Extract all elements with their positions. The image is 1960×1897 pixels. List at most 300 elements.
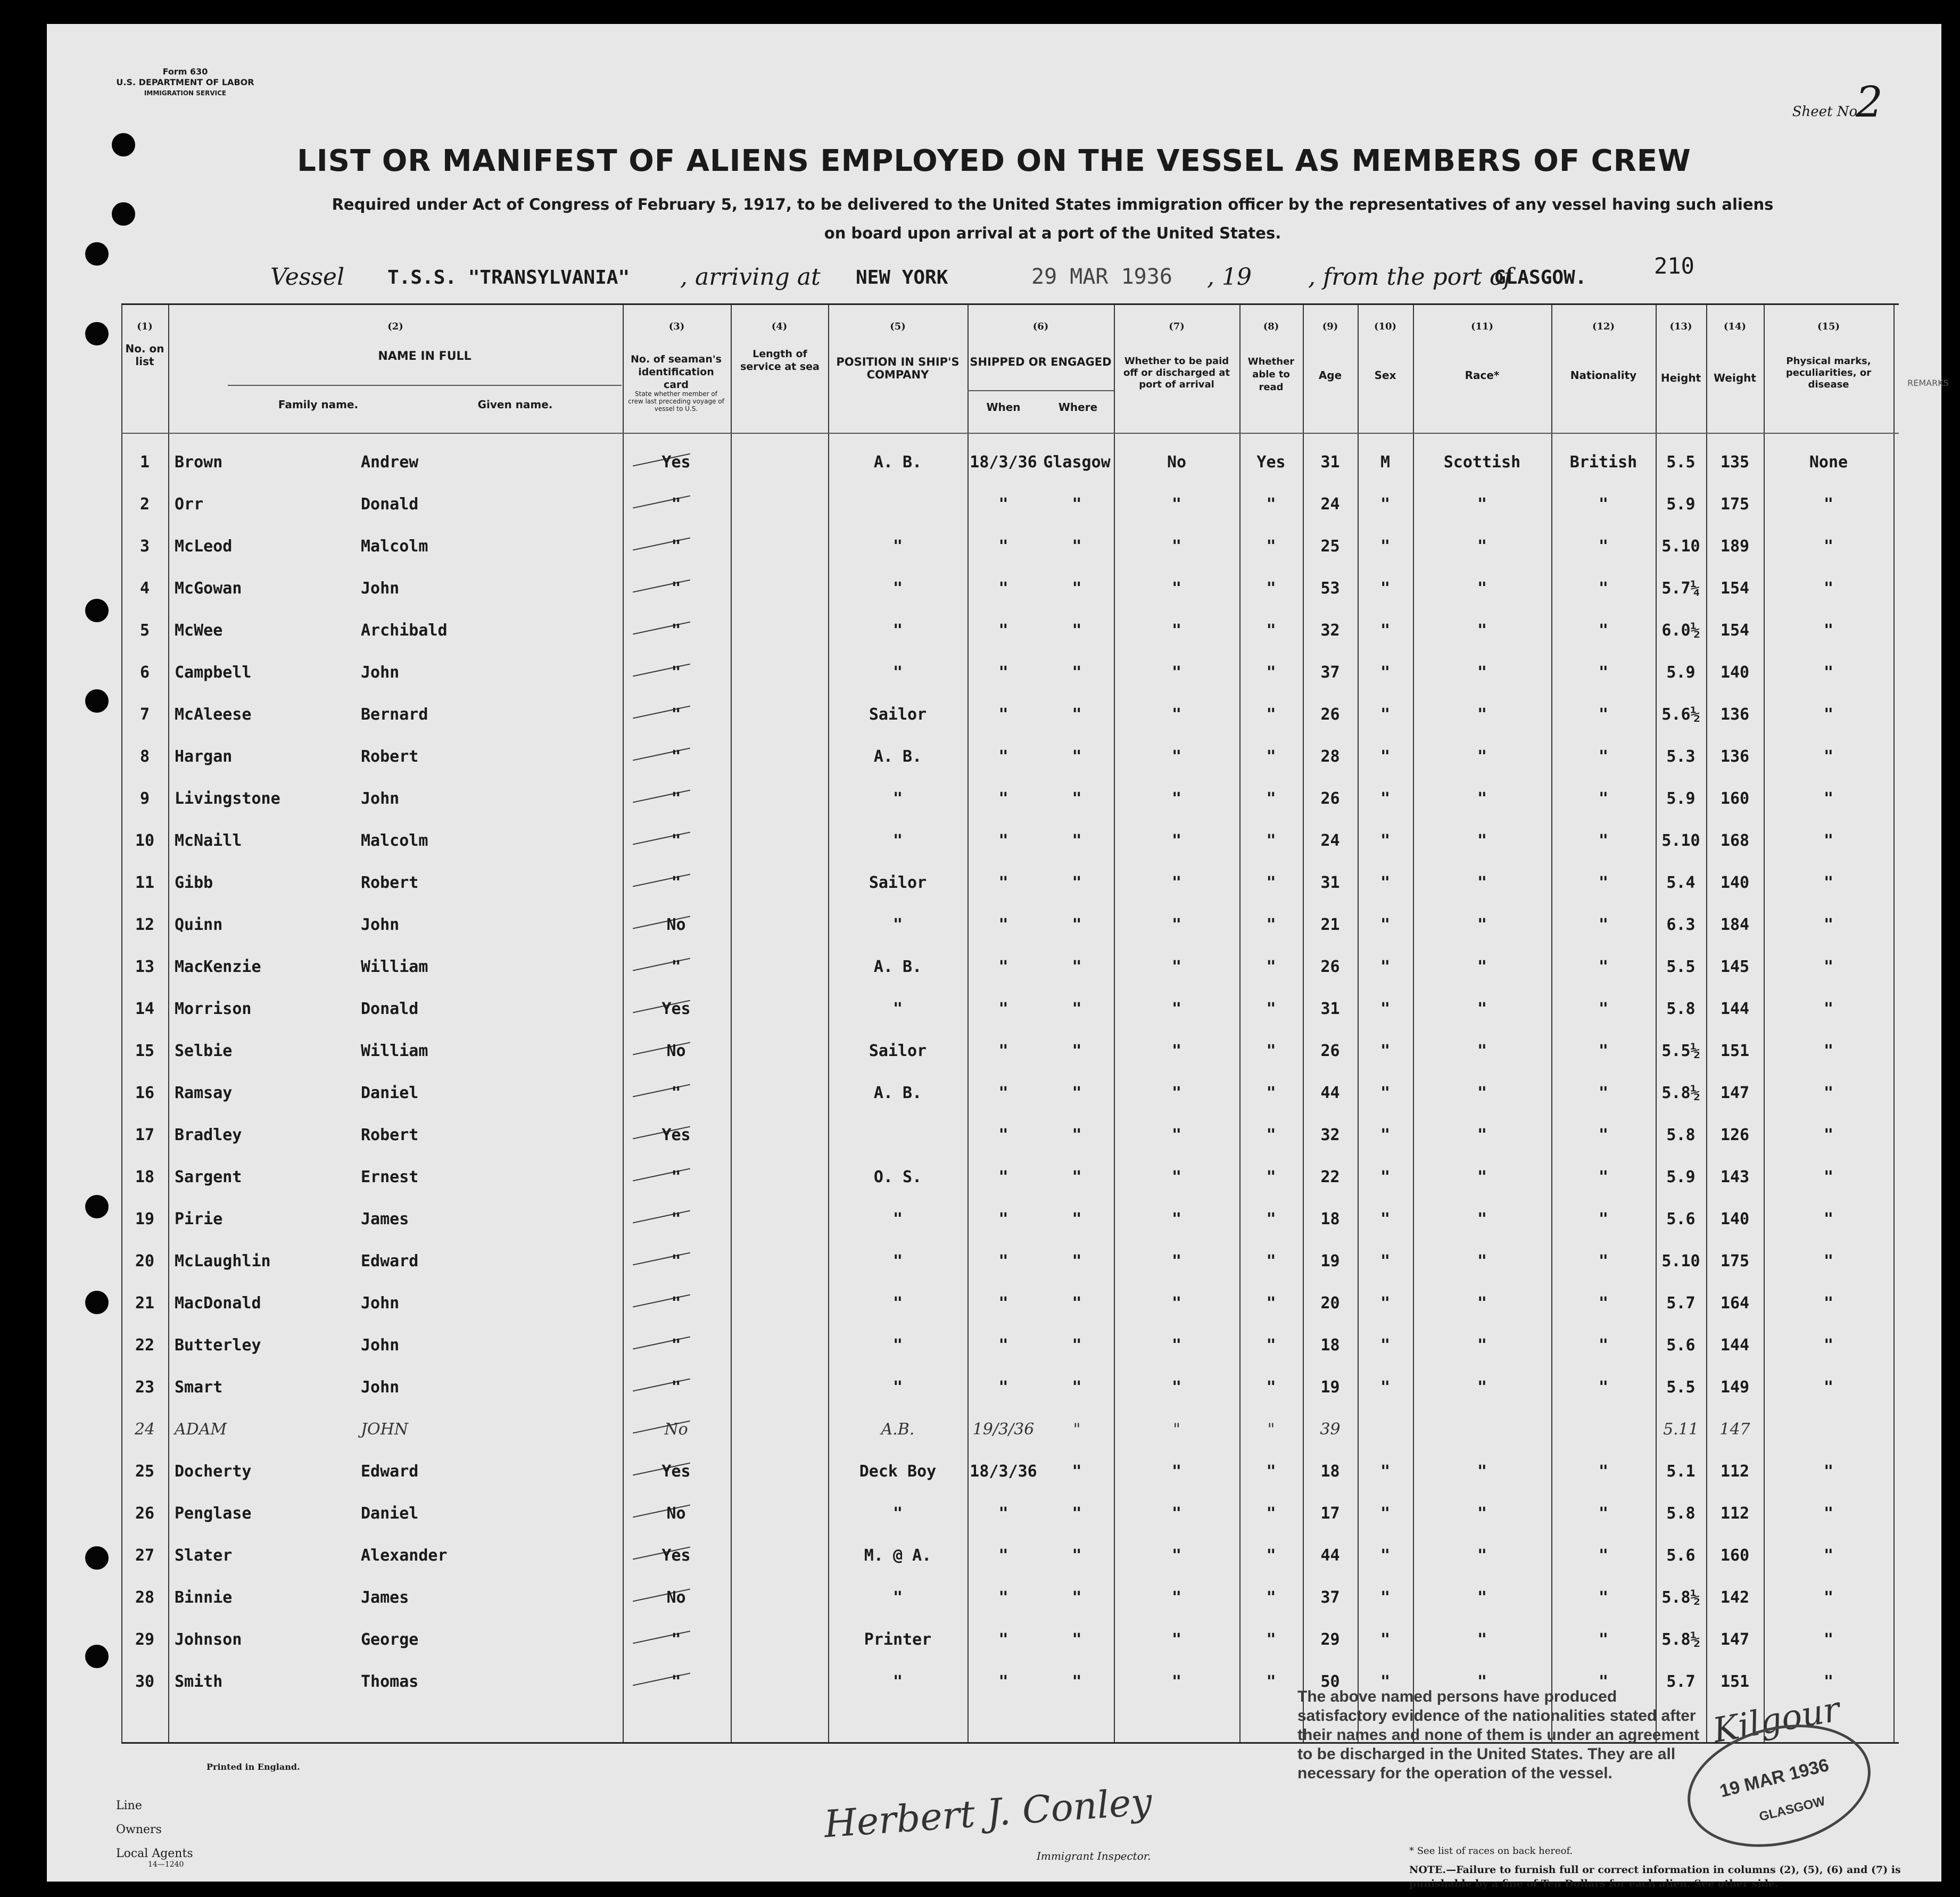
- cell-race: ": [1477, 958, 1487, 976]
- cell-paid-off: ": [1171, 1042, 1182, 1060]
- cell-age: 18: [1320, 1336, 1340, 1355]
- cell-when: ": [998, 1336, 1008, 1355]
- cell-nationality: ": [1598, 1336, 1609, 1355]
- cell-able-read: ": [1266, 958, 1276, 976]
- cell-where: ": [1072, 1462, 1082, 1481]
- cell-given-name: George: [361, 1630, 419, 1649]
- cell-physical-marks: ": [1823, 1462, 1834, 1481]
- cell-race: ": [1477, 1210, 1487, 1228]
- cell-family-name: ADAM: [175, 1420, 227, 1439]
- cell-sex: ": [1380, 1000, 1391, 1018]
- cell-height: 5.5: [1666, 453, 1696, 472]
- cell-no: 9: [139, 789, 150, 808]
- cell-able-read: ": [1266, 1000, 1276, 1018]
- cell-given-name: William: [361, 958, 428, 976]
- cell-paid-off: ": [1171, 747, 1182, 766]
- cell-given-name: JOHN: [361, 1420, 409, 1439]
- cell-family-name: Slater: [175, 1546, 233, 1565]
- cell-sex: ": [1380, 789, 1391, 808]
- cell-sex: ": [1380, 873, 1391, 892]
- cell-seaman-id: ": [671, 621, 681, 640]
- cell-family-name: Smart: [175, 1378, 223, 1397]
- cell-no: 24: [134, 1420, 155, 1439]
- cell-age: 39: [1320, 1420, 1341, 1439]
- table-row: [121, 1621, 1899, 1662]
- cell-when: ": [998, 1042, 1008, 1060]
- cell-physical-marks: ": [1823, 1294, 1834, 1313]
- cell-seaman-id: No: [666, 1042, 686, 1060]
- col-num-13: (13): [1669, 321, 1692, 332]
- cell-age: 25: [1320, 537, 1340, 556]
- cell-where: ": [1072, 621, 1082, 640]
- cell-when: ": [998, 495, 1008, 514]
- cell-seaman-id: Yes: [661, 1126, 691, 1144]
- page-subtitle: [302, 190, 1803, 248]
- cell-weight: 126: [1720, 1126, 1750, 1144]
- cell-no: 12: [135, 915, 155, 934]
- cell-family-name: McWee: [175, 621, 223, 640]
- col-num-15: (15): [1817, 321, 1840, 332]
- cell-race: ": [1477, 1546, 1487, 1565]
- cell-position: ": [892, 1210, 903, 1228]
- cell-race: ": [1477, 1000, 1487, 1018]
- cell-weight: 144: [1720, 1000, 1750, 1018]
- cell-race: ": [1477, 705, 1487, 724]
- cell-sex: ": [1380, 537, 1391, 556]
- cell-position: ": [892, 1378, 903, 1397]
- table-row: [121, 738, 1899, 779]
- cell-physical-marks: ": [1823, 789, 1834, 808]
- cell-height: 5.7: [1666, 1672, 1696, 1691]
- cell-physical-marks: ": [1823, 1252, 1834, 1271]
- cell-where: ": [1072, 579, 1082, 598]
- cell-age: 21: [1320, 915, 1340, 934]
- cell-able-read: ": [1266, 537, 1276, 556]
- cell-no: 13: [135, 958, 155, 976]
- cell-height: 5.10: [1661, 537, 1700, 556]
- hdr-given-name: Given name.: [477, 398, 553, 411]
- cell-position: A. B.: [873, 453, 922, 472]
- cell-physical-marks: ": [1823, 747, 1834, 766]
- cell-position: ": [892, 1504, 903, 1523]
- cell-sex: ": [1380, 1126, 1391, 1144]
- cell-where: ": [1072, 1672, 1082, 1691]
- cell-age: 29: [1320, 1630, 1340, 1649]
- cell-no: 14: [135, 1000, 155, 1018]
- cell-weight: 147: [1720, 1630, 1750, 1649]
- cell-seaman-id: ": [671, 789, 681, 808]
- agents-label: Local Agents: [116, 1847, 193, 1860]
- cell-given-name: Donald: [361, 495, 419, 514]
- cell-race: ": [1477, 915, 1487, 934]
- cell-no: 1: [139, 453, 150, 472]
- cell-nationality: ": [1598, 1000, 1609, 1018]
- cell-age: 19: [1320, 1378, 1340, 1397]
- cell-age: 24: [1320, 831, 1340, 850]
- cell-paid-off: ": [1171, 537, 1182, 556]
- arrival-port: NEW YORK: [856, 267, 948, 288]
- cell-height: 5.7¼: [1661, 579, 1700, 598]
- cell-given-name: Edward: [361, 1252, 419, 1271]
- cell-weight: 135: [1720, 453, 1750, 472]
- cell-nationality: ": [1598, 873, 1609, 892]
- cell-family-name: Quinn: [175, 915, 223, 934]
- cell-no: 26: [135, 1504, 155, 1523]
- cell-family-name: Campbell: [175, 663, 252, 682]
- cell-position: ": [892, 579, 903, 598]
- cell-weight: 140: [1720, 663, 1750, 682]
- cell-when: ": [998, 1084, 1008, 1102]
- cell-nationality: ": [1598, 915, 1609, 934]
- cell-physical-marks: ": [1823, 1378, 1834, 1397]
- cell-when: ": [998, 831, 1008, 850]
- table-row: [121, 1537, 1899, 1578]
- cell-age: 31: [1320, 1000, 1340, 1018]
- punch-hole: [85, 689, 109, 713]
- cell-where: ": [1073, 1420, 1081, 1439]
- cell-able-read: ": [1266, 1672, 1276, 1691]
- cell-family-name: Johnson: [175, 1630, 242, 1649]
- cell-race: ": [1477, 579, 1487, 598]
- cell-paid-off: ": [1171, 873, 1182, 892]
- cell-paid-off: ": [1171, 1168, 1182, 1186]
- cell-no: 21: [135, 1294, 155, 1313]
- cell-nationality: ": [1598, 705, 1609, 724]
- cell-seaman-id: No: [666, 915, 686, 934]
- cell-sex: ": [1380, 1504, 1391, 1523]
- cell-race: ": [1477, 1042, 1487, 1060]
- cell-sex: ": [1380, 1252, 1391, 1271]
- cell-when: ": [998, 1504, 1008, 1523]
- cell-where: ": [1072, 1294, 1082, 1313]
- table-row: [121, 570, 1899, 611]
- cell-given-name: John: [361, 915, 400, 934]
- hdr-seaman-id: No. of seaman's identification card: [630, 353, 722, 391]
- cell-position: A. B.: [873, 958, 922, 976]
- cell-physical-marks: ": [1823, 915, 1834, 934]
- cell-age: 44: [1320, 1546, 1340, 1565]
- table-row: [121, 654, 1899, 695]
- cell-family-name: McAleese: [175, 705, 252, 724]
- cell-age: 26: [1320, 705, 1340, 724]
- cell-height: 5.9: [1666, 789, 1696, 808]
- cell-position: ": [892, 915, 903, 934]
- table-row: [121, 780, 1899, 821]
- cell-given-name: Alexander: [361, 1546, 448, 1565]
- department: U.S. DEPARTMENT OF LABOR: [116, 77, 254, 87]
- cell-able-read: ": [1266, 1504, 1276, 1523]
- cell-height: 5.8: [1666, 1504, 1696, 1523]
- arriving-label: , arriving at: [680, 263, 821, 291]
- cell-height: 5.8½: [1661, 1630, 1700, 1649]
- cell-position: A. B.: [873, 1084, 922, 1102]
- cell-race: ": [1477, 1336, 1487, 1355]
- cell-paid-off: ": [1171, 915, 1182, 934]
- printed-in: Printed in England.: [206, 1762, 300, 1772]
- cell-age: 31: [1320, 873, 1340, 892]
- cell-nationality: ": [1598, 579, 1609, 598]
- cell-able-read: ": [1266, 1462, 1276, 1481]
- arrival-date-stamp: 29 MAR 1936: [1031, 265, 1172, 289]
- subtitle-line-1: Required under Act of Congress of February 5, 1917, to be delivered to the United States immigration officer by the representatives of any vessel having such aliens: [332, 195, 1774, 213]
- cell-sex: M: [1380, 453, 1391, 472]
- cell-paid-off: ": [1171, 831, 1182, 850]
- cell-physical-marks: ": [1823, 1546, 1834, 1565]
- cell-given-name: James: [361, 1210, 409, 1228]
- cell-sex: ": [1380, 958, 1391, 976]
- cell-height: 6.3: [1666, 915, 1696, 934]
- cell-race: ": [1477, 1630, 1487, 1649]
- cell-position: M. @ A.: [864, 1546, 932, 1565]
- cell-family-name: McLeod: [175, 537, 233, 556]
- cell-seaman-id: ": [671, 1168, 681, 1186]
- cell-height: 5.4: [1666, 873, 1696, 892]
- cell-paid-off: ": [1171, 789, 1182, 808]
- col-num-9: (9): [1322, 321, 1338, 332]
- cell-seaman-id: ": [671, 1336, 681, 1355]
- cell-able-read: ": [1266, 1168, 1276, 1186]
- cell-sex: ": [1380, 579, 1391, 598]
- cell-age: 50: [1320, 1672, 1340, 1691]
- hdr-age: Age: [1318, 369, 1342, 382]
- cell-when: 18/3/36: [970, 1462, 1037, 1481]
- cell-seaman-id: ": [671, 1084, 681, 1102]
- cell-weight: 140: [1720, 873, 1750, 892]
- cell-where: ": [1072, 958, 1082, 976]
- cell-weight: 175: [1720, 495, 1750, 514]
- table-row: [121, 822, 1899, 863]
- table-row: [121, 527, 1899, 569]
- cell-when: ": [998, 1588, 1008, 1607]
- table-row: [121, 1411, 1899, 1452]
- cell-seaman-id: No: [666, 1588, 686, 1607]
- hdr-family-name: Family name.: [278, 398, 359, 411]
- hdr-weight: Weight: [1714, 372, 1756, 384]
- cell-no: 29: [135, 1630, 155, 1649]
- cell-family-name: Gibb: [175, 873, 213, 892]
- vessel-name: T.S.S. "TRANSYLVANIA": [387, 267, 630, 288]
- cell-given-name: William: [361, 1042, 428, 1060]
- cell-given-name: Robert: [361, 747, 419, 766]
- table-row: [121, 485, 1899, 527]
- cell-where: ": [1072, 1378, 1082, 1397]
- cell-seaman-id: ": [671, 873, 681, 892]
- cell-weight: 189: [1720, 537, 1750, 556]
- cell-nationality: ": [1598, 1210, 1609, 1228]
- cell-when: ": [998, 1630, 1008, 1649]
- cell-weight: 144: [1720, 1336, 1750, 1355]
- hdr-position: POSITION IN SHIP'S COMPANY: [836, 356, 960, 381]
- cell-nationality: ": [1598, 621, 1609, 640]
- cell-height: 5.9: [1666, 495, 1696, 514]
- cell-age: 32: [1320, 1126, 1340, 1144]
- cell-when: ": [998, 747, 1008, 766]
- cell-family-name: MacDonald: [175, 1294, 261, 1313]
- cell-family-name: Binnie: [175, 1588, 233, 1607]
- cell-weight: 175: [1720, 1252, 1750, 1271]
- cell-weight: 164: [1720, 1294, 1750, 1313]
- cell-age: 44: [1320, 1084, 1340, 1102]
- cell-when: ": [998, 789, 1008, 808]
- cell-seaman-id: ": [671, 1294, 681, 1313]
- table-row: [121, 612, 1899, 653]
- cell-height: 5.8: [1666, 1126, 1696, 1144]
- cell-race: ": [1477, 1504, 1487, 1523]
- cell-height: 6.0½: [1661, 621, 1700, 640]
- punch-hole: [85, 1645, 109, 1668]
- cell-given-name: Daniel: [361, 1084, 419, 1102]
- cell-race: ": [1477, 831, 1487, 850]
- cell-seaman-id: ": [671, 1252, 681, 1271]
- cell-when: ": [998, 958, 1008, 976]
- cell-family-name: McNaill: [175, 831, 242, 850]
- cell-position: ": [892, 1252, 903, 1271]
- cell-position: Sailor: [869, 1042, 927, 1060]
- cell-where: ": [1072, 1126, 1082, 1144]
- cell-when: ": [998, 1126, 1008, 1144]
- cell-family-name: Bradley: [175, 1126, 242, 1144]
- cell-position: Sailor: [869, 705, 927, 724]
- cell-when: ": [998, 1210, 1008, 1228]
- cell-where: ": [1072, 495, 1082, 514]
- cell-seaman-id: ": [671, 1210, 681, 1228]
- cell-able-read: Yes: [1256, 453, 1286, 472]
- col-num-4: (4): [771, 321, 788, 332]
- cell-where: ": [1072, 1588, 1082, 1607]
- cell-age: 26: [1320, 1042, 1340, 1060]
- cell-weight: 184: [1720, 915, 1750, 934]
- cell-no: 17: [135, 1126, 155, 1144]
- cell-paid-off: ": [1171, 1672, 1182, 1691]
- cell-family-name: Morrison: [175, 1000, 252, 1018]
- cell-position: ": [892, 789, 903, 808]
- cell-sex: ": [1380, 1378, 1391, 1397]
- cell-age: 37: [1320, 1588, 1340, 1607]
- cell-where: ": [1072, 1546, 1082, 1565]
- table-row: [121, 1074, 1899, 1116]
- cell-sex: ": [1380, 1588, 1391, 1607]
- cell-where: ": [1072, 747, 1082, 766]
- cell-family-name: Butterley: [175, 1336, 261, 1355]
- cell-able-read: ": [1266, 1588, 1276, 1607]
- cell-race: Scottish: [1443, 453, 1521, 472]
- cell-paid-off: ": [1171, 1462, 1182, 1481]
- cell-paid-off: ": [1171, 1336, 1182, 1355]
- cell-given-name: Andrew: [361, 453, 419, 472]
- cell-given-name: Malcolm: [361, 831, 428, 850]
- cell-race: ": [1477, 1462, 1487, 1481]
- cell-age: 20: [1320, 1294, 1340, 1313]
- cell-nationality: ": [1598, 1168, 1609, 1186]
- cell-when: ": [998, 705, 1008, 724]
- cell-nationality: ": [1598, 1504, 1609, 1523]
- cell-family-name: Hargan: [175, 747, 233, 766]
- table-row: [121, 1326, 1899, 1368]
- cell-position: ": [892, 1000, 903, 1018]
- cell-no: 16: [135, 1084, 155, 1102]
- cell-sex: ": [1380, 1630, 1391, 1649]
- cell-physical-marks: ": [1823, 1672, 1834, 1691]
- cell-sex: ": [1380, 1294, 1391, 1313]
- cell-seaman-id: ": [671, 705, 681, 724]
- cell-family-name: Pirie: [175, 1210, 223, 1228]
- cell-no: 6: [139, 663, 150, 682]
- cell-where: ": [1072, 789, 1082, 808]
- cell-sex: ": [1380, 1546, 1391, 1565]
- cell-able-read: ": [1266, 1336, 1276, 1355]
- penalty-note: NOTE.—Failure to furnish full or correct information in columns (2), (5), (6) and (7) is punishable by a fine of Ten Dollars for each alien. See other side.: [1409, 1864, 1901, 1890]
- col-num-2: (2): [387, 321, 403, 332]
- cell-nationality: ": [1598, 1084, 1609, 1102]
- cell-weight: 143: [1720, 1168, 1750, 1186]
- col-num-12: (12): [1592, 321, 1615, 332]
- col-num-5: (5): [890, 321, 906, 332]
- col-num-10: (10): [1374, 321, 1397, 332]
- cell-given-name: Malcolm: [361, 537, 428, 556]
- cell-physical-marks: ": [1823, 1042, 1834, 1060]
- cell-nationality: ": [1598, 1630, 1609, 1649]
- cell-sex: ": [1380, 1462, 1391, 1481]
- cell-able-read: ": [1266, 1546, 1276, 1565]
- cell-race: ": [1477, 747, 1487, 766]
- cell-position: A.B.: [881, 1420, 915, 1439]
- cell-nationality: ": [1598, 495, 1609, 514]
- cell-sex: ": [1380, 663, 1391, 682]
- cell-paid-off: ": [1171, 1504, 1182, 1523]
- cell-given-name: John: [361, 663, 400, 682]
- cell-physical-marks: ": [1823, 1126, 1834, 1144]
- departure-port: GLASGOW.: [1494, 267, 1587, 288]
- form-number: Form 630: [162, 67, 208, 77]
- cell-no: 20: [135, 1252, 155, 1271]
- cell-able-read: ": [1266, 915, 1276, 934]
- cell-where: ": [1072, 705, 1082, 724]
- punch-hole: [85, 1195, 109, 1218]
- cell-when: ": [998, 915, 1008, 934]
- cell-physical-marks: ": [1823, 621, 1834, 640]
- cell-able-read: ": [1266, 1126, 1276, 1144]
- hdr-remarks: REMARKS: [1907, 378, 1949, 388]
- cell-seaman-id: ": [671, 958, 681, 976]
- cell-race: ": [1477, 621, 1487, 640]
- cell-seaman-id: ": [671, 1672, 681, 1691]
- cell-where: ": [1072, 1336, 1082, 1355]
- cell-weight: 154: [1720, 621, 1750, 640]
- hdr-paid-off: Whether to be paid off or discharged at port of arrival: [1123, 356, 1230, 390]
- hdr-able-read: Whether able to read: [1247, 356, 1295, 393]
- cell-seaman-id: No: [664, 1420, 688, 1439]
- cell-paid-off: ": [1171, 1126, 1182, 1144]
- cell-seaman-id: ": [671, 1630, 681, 1649]
- crew-table: [121, 303, 1949, 1744]
- cell-seaman-id: ": [671, 1378, 681, 1397]
- cell-physical-marks: ": [1823, 1168, 1834, 1186]
- table-row: [121, 1116, 1899, 1158]
- cell-physical-marks: None: [1809, 453, 1848, 472]
- service: IMMIGRATION SERVICE: [144, 89, 227, 97]
- cell-race: ": [1477, 495, 1487, 514]
- cell-family-name: Orr: [175, 495, 204, 514]
- cell-paid-off: ": [1171, 1252, 1182, 1271]
- cell-family-name: MacKenzie: [175, 958, 261, 976]
- cell-height: 5.6: [1666, 1210, 1696, 1228]
- table-row: [121, 1032, 1899, 1074]
- cell-where: ": [1072, 873, 1082, 892]
- cell-no: 23: [135, 1378, 155, 1397]
- cell-no: 25: [135, 1462, 155, 1481]
- cell-sex: ": [1380, 621, 1391, 640]
- cell-given-name: John: [361, 1336, 400, 1355]
